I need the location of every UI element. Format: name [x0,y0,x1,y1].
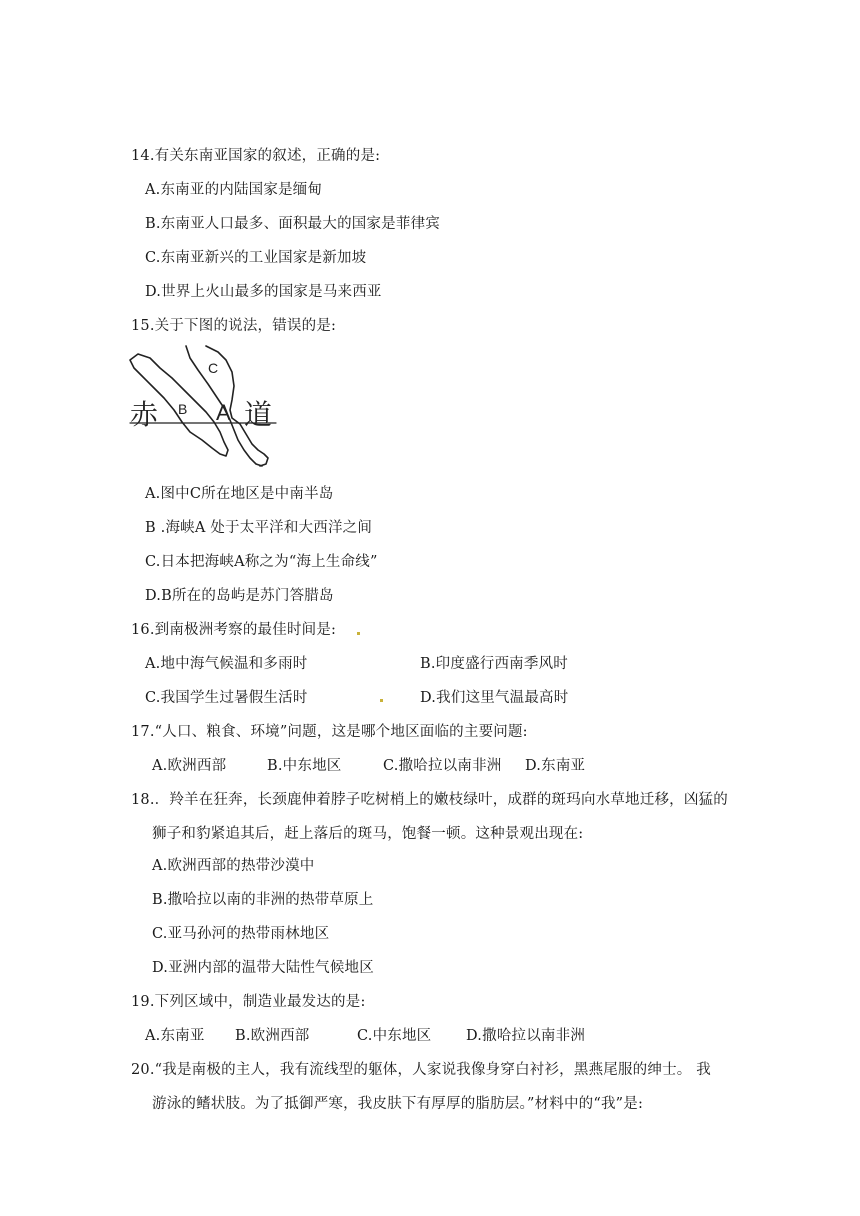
q14-option-c: C.东南亚新兴的工业国家是新加坡 [145,250,367,266]
q20-stem-line2: 游泳的鳍状肢。为了抵御严寒，我皮肤下有厚厚的脂肪层。”材料中的“我”是: [152,1096,644,1112]
q16-option-d: D.我们这里气温最高时 [420,690,569,706]
q17-option-d: D.东南亚 [525,758,586,774]
q18-stem-line1: 18.．羚羊在狂奔，长颈鹿伸着脖子吃树梢上的嫩枝绿叶，成群的斑玛向水草地迁移，凶猛的 [131,792,728,808]
q17-stem: 17.“人口、粮食、环境”问题，这是哪个地区面临的主要问题: [131,724,528,740]
q14-stem: 14.有关东南亚国家的叙述，正确的是: [131,148,381,164]
q17-option-b: B.中东地区 [267,758,342,774]
q14-option-d: D.世界上火山最多的国家是马来西亚 [145,284,382,300]
q15-option-b: B .海峡A 处于太平洋和大西洋之间 [145,520,373,536]
q19-option-b: B.欧洲西部 [235,1028,310,1044]
q16-option-a: A.地中海气候温和多雨时 [145,656,308,672]
q15-option-c: C.日本把海峡A称之为“海上生命线” [145,554,378,570]
q19-stem: 19.下列区域中，制造业最发达的是: [131,994,366,1010]
q16-option-b: B.印度盛行西南季风时 [420,656,568,672]
q14-option-a: A.东南亚的内陆国家是缅甸 [145,182,323,198]
speck-mark [357,632,360,635]
q14-option-b: B.东南亚人口最多、面积最大的国家是菲律宾 [145,216,440,232]
q18-option-a: A.欧洲西部的热带沙漠中 [152,858,315,874]
q19-option-d: D.撒哈拉以南非洲 [466,1028,586,1044]
speck-mark [380,699,383,702]
q15-option-a: A.图中C所在地区是中南半岛 [145,486,334,502]
q17-option-c: C.撒哈拉以南非洲 [383,758,502,774]
map-label-chi: 赤 [130,398,159,431]
map-label-dao: 道 [244,398,273,431]
q18-option-d: D.亚洲内部的温带大陆性气候地区 [152,960,374,976]
q18-option-b: B.撒哈拉以南的非洲的热带草原上 [152,892,374,908]
q20-stem-line1: 20.“我是南极的主人，我有流线型的躯体，人家说我像身穿白衬衫，黑燕尾服的绅士。 我 [131,1062,711,1078]
q19-option-c: C.中东地区 [357,1028,432,1044]
q16-stem: 16.到南极洲考察的最佳时间是: [131,622,337,638]
map-label-a: A [216,400,231,425]
strait-map [128,344,278,470]
map-label-c: C [208,360,219,376]
q19-option-a: A.东南亚 [145,1028,205,1044]
q18-stem-line2: 狮子和豹紧追其后，赶上落后的斑马，饱餐一顿。这种景观出现在: [152,826,584,842]
q16-option-c: C.我国学生过暑假生活时 [145,690,308,706]
q17-option-a: A.欧洲西部 [152,758,227,774]
map-label-b: B [178,401,188,417]
strait-map-drawing [128,344,278,470]
q15-option-d: D.B所在的岛屿是苏门答腊岛 [145,588,334,604]
q18-option-c: C.亚马孙河的热带雨林地区 [152,926,330,942]
q15-stem: 15.关于下图的说法，错误的是: [131,318,337,334]
